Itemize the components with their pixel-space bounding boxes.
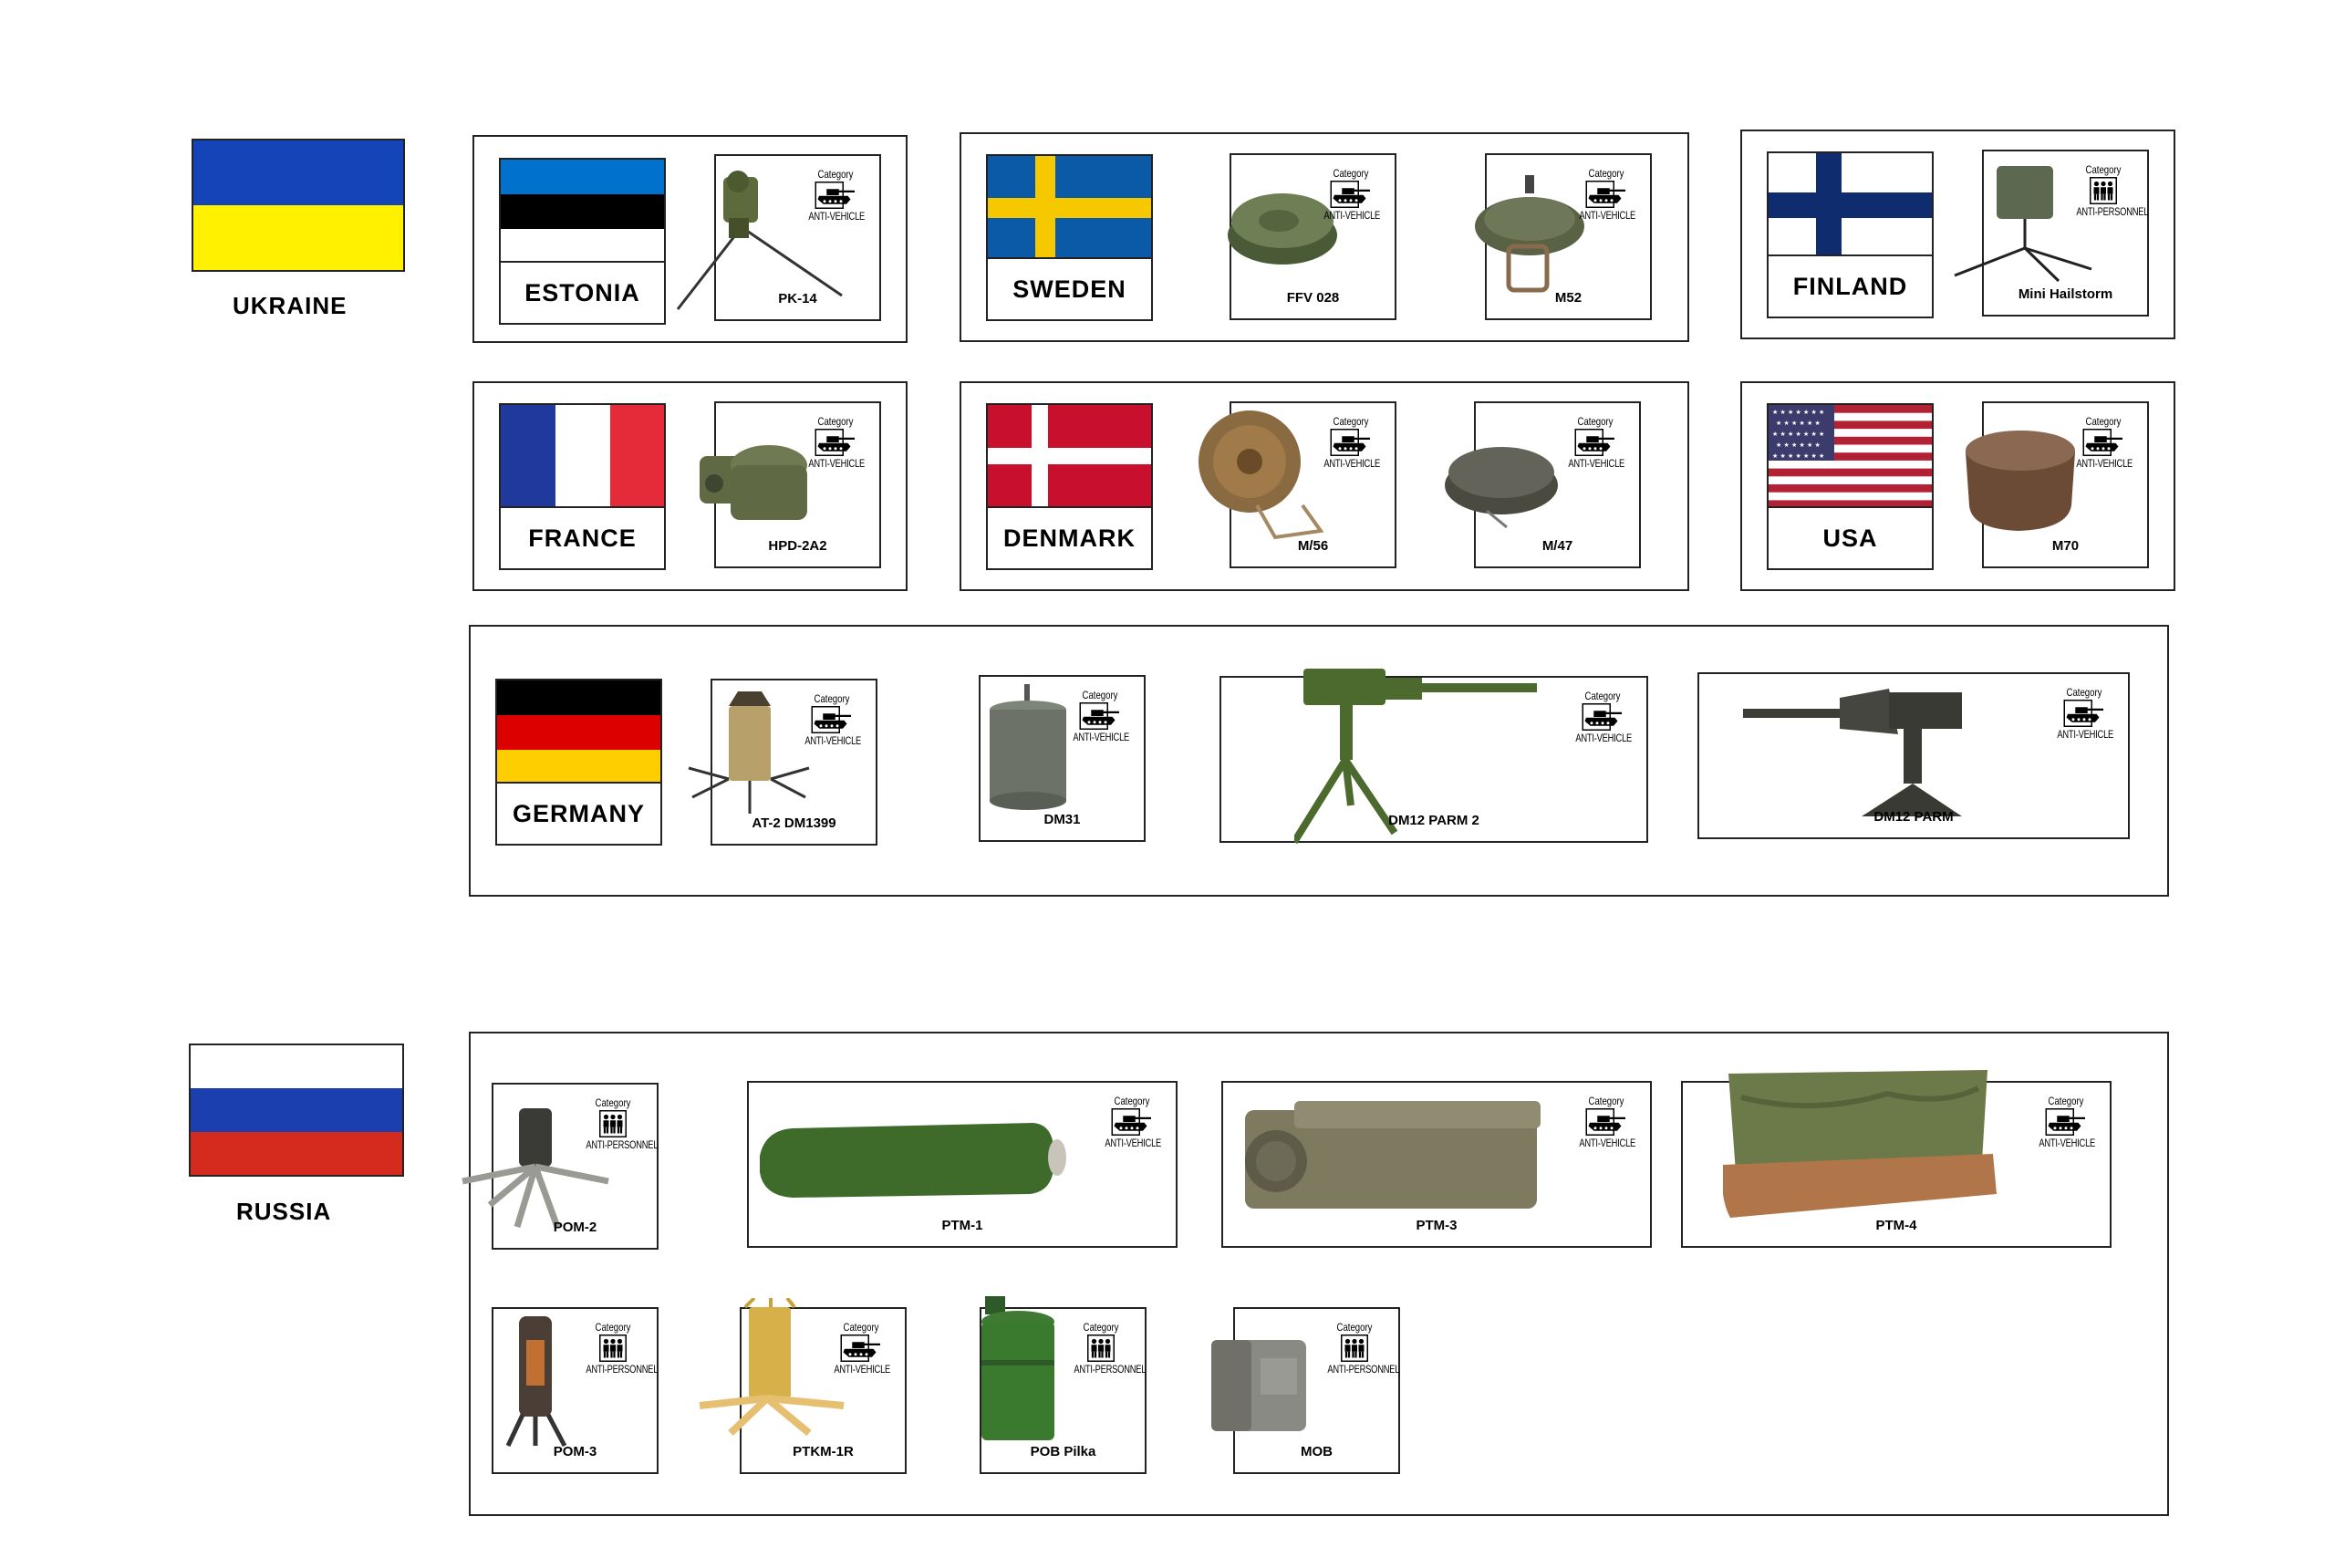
- tank-icon: [2045, 1108, 2087, 1136]
- mine-name: PTM-3: [1416, 1218, 1458, 1233]
- mine-name: AT-2 DM1399: [752, 815, 836, 831]
- estonia-flag-card: [499, 158, 666, 325]
- at2-image: [685, 690, 813, 817]
- mine-card-pk14: [714, 154, 881, 321]
- germany-name: GERMANY: [497, 782, 660, 844]
- mine-name: DM12 PARM 2: [1388, 813, 1479, 828]
- category-av: Category ANTI-VEHICLE: [1575, 690, 1633, 744]
- mine-name: PTM-4: [1875, 1218, 1917, 1233]
- mine-name: PK-14: [778, 291, 817, 306]
- mine-card-ptm3: [1221, 1081, 1652, 1248]
- germany-flag: [497, 680, 660, 784]
- tank-icon: [2082, 429, 2124, 456]
- tank-icon: [815, 182, 856, 209]
- m56-image: [1193, 405, 1330, 542]
- mine-name: DM12 PARM: [1873, 809, 1954, 825]
- usa-group: [1740, 381, 2175, 591]
- mine-name: PTM-1: [941, 1218, 983, 1233]
- mine-card-pom3: [492, 1307, 659, 1474]
- mine-card-at2: [711, 679, 877, 846]
- finland-flag-card: [1767, 151, 1934, 318]
- category-av: Category ANTI-VEHICLE: [2039, 1095, 2096, 1149]
- estonia-flag: [501, 160, 664, 263]
- category-ap: Category ANTI-PERSONNEL: [2076, 163, 2149, 218]
- sweden-group: [960, 132, 1689, 342]
- category-ap: Category ANTI-PERSONNEL: [1074, 1321, 1147, 1376]
- category-av: Category ANTI-VEHICLE: [834, 1321, 891, 1376]
- mine-card-hpd2a2: [714, 401, 881, 568]
- svg-text:★ ★ ★ ★ ★ ★: ★ ★ ★ ★ ★ ★: [1776, 441, 1821, 449]
- france-flag-card: [499, 403, 666, 570]
- category-av: Category ANTI-VEHICLE: [1568, 415, 1625, 470]
- category-ap: Category ANTI-PERSONNEL: [586, 1096, 659, 1151]
- tank-icon: [1574, 429, 1616, 456]
- sweden-name: SWEDEN: [988, 257, 1151, 319]
- mine-card-pom2: [492, 1083, 659, 1250]
- mine-card-ffv028: [1230, 153, 1396, 320]
- mine-name: HPD-2A2: [768, 538, 827, 554]
- tank-icon: [1582, 703, 1624, 731]
- usa-flag-card: [1767, 403, 1934, 570]
- denmark-group: [960, 381, 1689, 591]
- tank-icon: [1111, 1108, 1153, 1136]
- soldiers-icon: [2090, 177, 2117, 204]
- category-av: Category ANTI-VEHICLE: [1105, 1095, 1162, 1149]
- france-group: [472, 381, 908, 591]
- category-ap: Category ANTI-PERSONNEL: [586, 1321, 659, 1376]
- sweden-flag: [988, 156, 1151, 259]
- mine-name: POB Pilka: [1030, 1444, 1096, 1459]
- tank-icon: [1585, 1108, 1627, 1136]
- france-flag: [501, 405, 664, 508]
- mine-card-m70: [1982, 401, 2149, 568]
- mine-card-dm31: [979, 675, 1146, 842]
- svg-text:★ ★ ★ ★ ★ ★ ★: ★ ★ ★ ★ ★ ★ ★: [1772, 409, 1825, 416]
- mine-card-dm12parm: [1697, 672, 2130, 839]
- mob-image: [1206, 1331, 1315, 1440]
- m47-image: [1441, 432, 1569, 533]
- soldiers-icon: [1341, 1334, 1368, 1362]
- mine-name: POM-3: [553, 1444, 597, 1459]
- finland-group: [1740, 130, 2175, 339]
- svg-text:★ ★ ★ ★ ★ ★ ★: ★ ★ ★ ★ ★ ★ ★: [1772, 452, 1825, 460]
- pom3-image: [501, 1313, 574, 1449]
- ukraine-flag: [192, 139, 405, 272]
- tank-icon: [1330, 181, 1372, 208]
- finland-name: FINLAND: [1769, 254, 1932, 317]
- svg-text:★ ★ ★ ★ ★ ★ ★: ★ ★ ★ ★ ★ ★ ★: [1772, 431, 1825, 438]
- mine-name: M52: [1554, 290, 1583, 306]
- germany-flag-card: [495, 679, 662, 846]
- category-ap: Category ANTI-PERSONNEL: [1327, 1321, 1400, 1376]
- mine-card-mini-hailstorm: [1982, 150, 2149, 317]
- mine-card-ptkm1r: [740, 1307, 907, 1474]
- mine-name: PTKM-1R: [793, 1444, 854, 1459]
- dm12parm-image: [1743, 689, 1998, 826]
- category-av: Category ANTI-VEHICLE: [804, 692, 862, 747]
- hpd2a2-image: [696, 429, 815, 538]
- ukraine-label: UKRAINE: [233, 292, 348, 319]
- mine-name: M/47: [1541, 538, 1573, 554]
- mine-card-m52: [1485, 153, 1652, 320]
- mine-card-ptm1: [747, 1081, 1178, 1248]
- mine-card-dm12parm2: [1219, 676, 1648, 843]
- ptm4-image: [1723, 1070, 1997, 1234]
- ptm3-image: [1240, 1096, 1550, 1223]
- soldiers-icon: [599, 1334, 627, 1362]
- category-av: Category ANTI-VEHICLE: [1323, 167, 1381, 222]
- m70-image: [1958, 414, 2086, 542]
- tank-icon: [2063, 700, 2105, 727]
- russia-flag: [189, 1044, 404, 1177]
- mine-card-m56: [1230, 401, 1396, 568]
- mine-card-pob-pilka: [980, 1307, 1147, 1474]
- tank-icon: [1330, 429, 1372, 456]
- mine-card-ptm4: [1681, 1081, 2112, 1248]
- tank-icon: [1585, 181, 1627, 208]
- category-av: Category ANTI-VEHICLE: [1579, 1095, 1636, 1149]
- category-av: Category ANTI-VEHICLE: [2076, 415, 2133, 470]
- pob-pilka-image: [976, 1294, 1064, 1449]
- category-av: Category ANTI-VEHICLE: [1579, 167, 1636, 222]
- denmark-flag: [988, 405, 1151, 508]
- soldiers-icon: [1087, 1334, 1115, 1362]
- category-av: Category ANTI-VEHICLE: [1073, 689, 1130, 743]
- tank-icon: [840, 1334, 882, 1362]
- mine-card-m47: [1474, 401, 1641, 568]
- finland-flag: [1769, 153, 1932, 256]
- russia-label: RUSSIA: [236, 1198, 332, 1225]
- usa-flag: [1769, 405, 1932, 508]
- estonia-name: ESTONIA: [501, 261, 664, 323]
- ptm1-image: [756, 1119, 1066, 1201]
- svg-text:★ ★ ★ ★ ★ ★: ★ ★ ★ ★ ★ ★: [1776, 420, 1821, 427]
- mine-name: POM-2: [553, 1220, 597, 1235]
- mine-name: FFV 028: [1286, 290, 1340, 306]
- category-av: Category ANTI-VEHICLE: [1323, 415, 1381, 470]
- tank-icon: [815, 429, 856, 456]
- denmark-name: DENMARK: [988, 506, 1151, 568]
- russia-group: [469, 1032, 2169, 1516]
- mine-name: DM31: [1043, 812, 1081, 827]
- mine-card-mob: [1233, 1307, 1400, 1474]
- category-av: Category ANTI-VEHICLE: [808, 168, 866, 223]
- denmark-flag-card: [986, 403, 1153, 570]
- sweden-flag-card: [986, 154, 1153, 321]
- estonia-group: [472, 135, 908, 343]
- category-av: Category ANTI-VEHICLE: [2057, 686, 2114, 741]
- tank-icon: [1079, 702, 1121, 730]
- mine-name: MOB: [1301, 1444, 1333, 1459]
- category-av: Category ANTI-VEHICLE: [808, 415, 866, 470]
- germany-group: [469, 625, 2169, 897]
- soldiers-icon: [599, 1110, 627, 1137]
- usa-name: USA: [1769, 506, 1932, 568]
- mine-name: M/56: [1297, 538, 1329, 554]
- mine-name: M70: [2051, 538, 2080, 554]
- dm31-image: [984, 682, 1075, 819]
- france-name: FRANCE: [501, 506, 664, 568]
- mine-name: Mini Hailstorm: [2018, 286, 2113, 302]
- tank-icon: [811, 706, 853, 733]
